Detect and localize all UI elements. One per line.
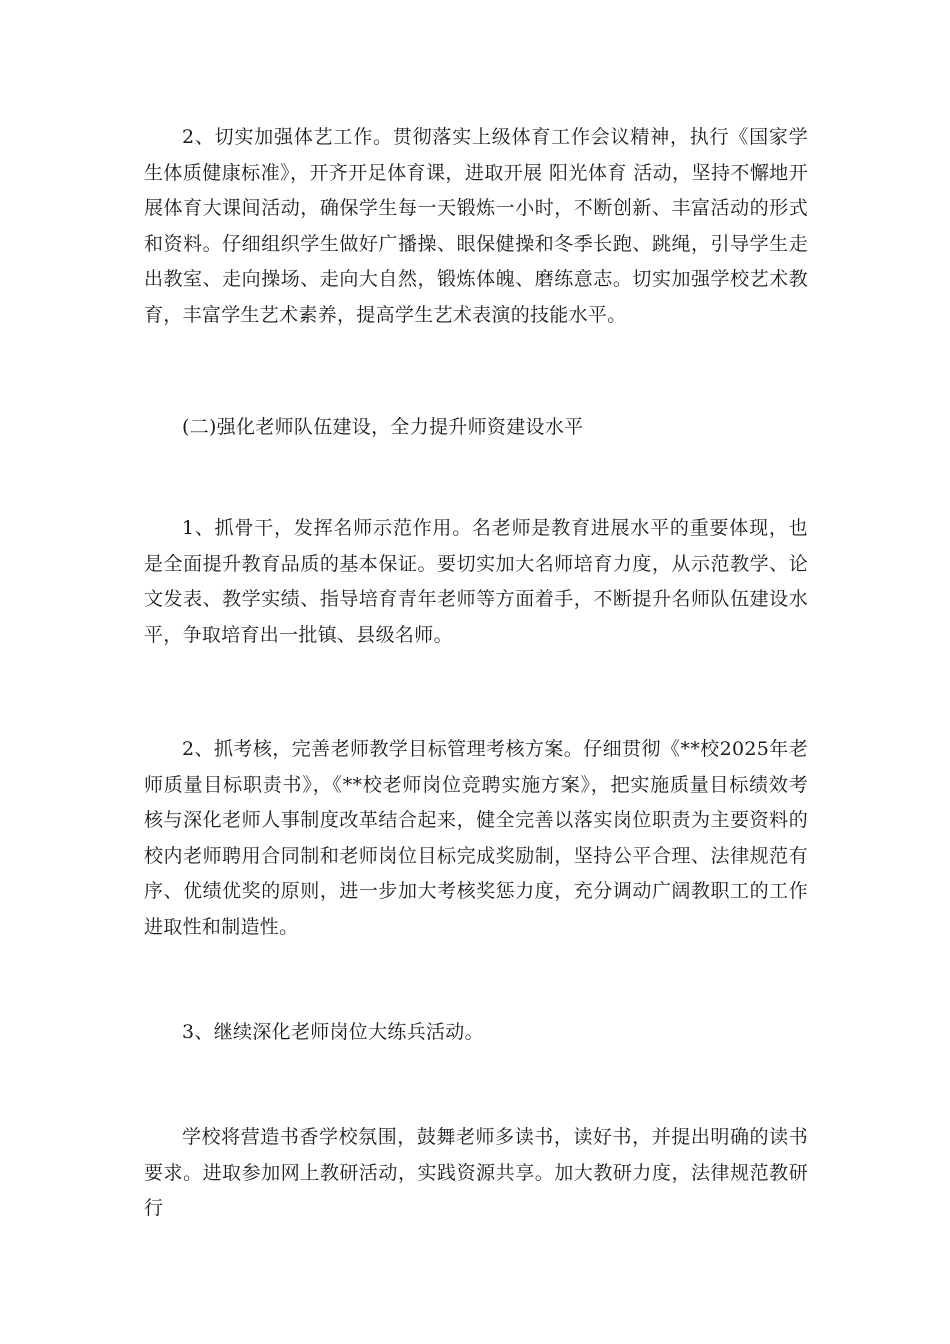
paragraph-training-activity: 3、继续深化老师岗位大练兵活动。: [182, 1021, 484, 1043]
paragraph-reading-campus: 学校将营造书香学校氛围，鼓舞老师多读书，读好书，并提出明确的读书要求。进取参加网上教研活动，实践资源共享。加大教研力度，法律规范教研行: [144, 1126, 808, 1219]
paragraph-sports-arts: 2、切实加强体艺工作。贯彻落实上级体育工作会议精神，执行《国家学生体质健康标准》，开齐开足体育课，进取开展 阳光体育 活动，坚持不懈地开展体育大课间活动，确保学生每一天锻炼一小时，不断创新、丰富活动的形式和资料。仔细组织学生做好广播操、眼保健操和冬季长跑、跳绳，引导学生走出教室、走向操场、走向大自然，锻炼体魄、磨练意志。切实加强学校艺术教育，丰富学生艺术素养，提高学生艺术表演的技能水平。: [144, 126, 808, 326]
section-heading-teacher-team: (二)强化老师队伍建设，全力提升师资建设水平: [182, 416, 584, 438]
paragraph-assessment: 2、抓考核，完善老师教学目标管理考核方案。仔细贯彻《**校2025年老师质量目标职责书》，《**校老师岗位竞聘实施方案》，把实施质量目标绩效考核与深化老师人事制度改革结合起来，健全完善以落实岗位职责为主要资料的校内老师聘用合同制和老师岗位目标完成奖励制，坚持公平合理、法律规范有序、优绩优奖的原则，进一步加大考核奖惩力度，充分调动广阔教职工的工作进取性和制造性。: [144, 738, 808, 938]
paragraph-famous-teachers: 1、抓骨干，发挥名师示范作用。名老师是教育进展水平的重要体现，也是全面提升教育品质的基本保证。要切实加大名师培育力度，从示范教学、论文发表、教学实绩、指导培育青年老师等方面着手，不断提升名师队伍建设水平，争取培育出一批镇、县级名师。: [144, 517, 808, 646]
